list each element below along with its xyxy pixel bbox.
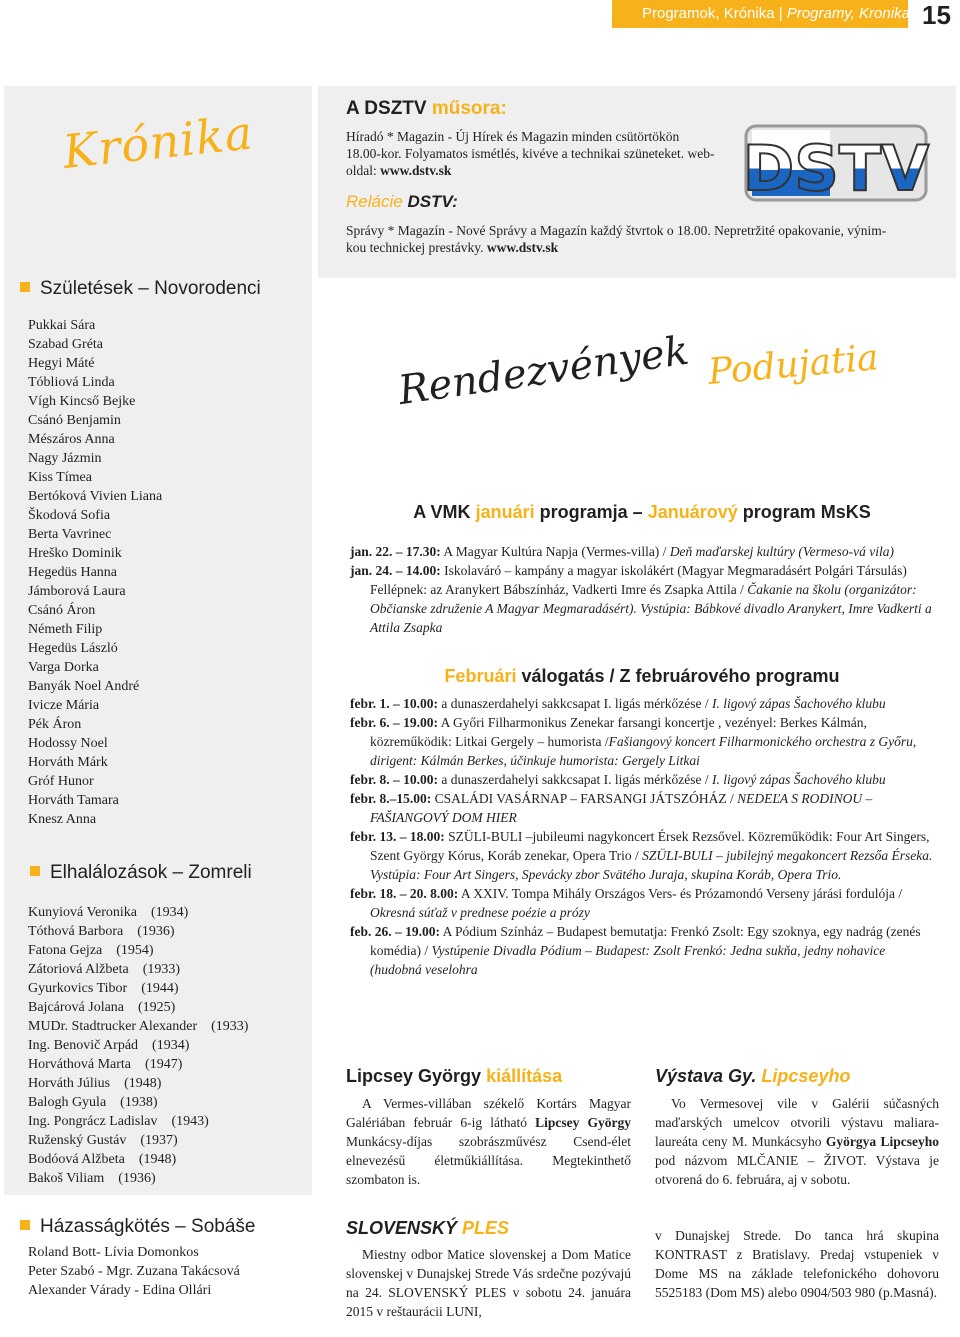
square-bullet-icon [20,282,30,292]
list-item: Hegedüs Hanna [28,565,118,580]
header-section-bar [612,0,908,28]
jan-title-e: program MsKS [742,502,871,522]
program-entry [350,561,938,637]
list-item [28,1093,308,1112]
program-text: SZÜLI-BULI –jubileumi nagykoncert Érsek Rezsővel. Közreműködik: Four Art Singers, Szent György Kórus, Koráb zenekar, Opera Trio / [370,829,930,863]
marriages-list [28,1243,308,1300]
program-text-sk: NEDEĽA S RODINOU – FAŠIANGOVÝ DOM HIER [370,791,873,825]
lipcsey-hu-text [346,1094,631,1189]
death-year: (1934) [151,905,189,920]
header-section-sk: Programy, Kronika [786,5,910,22]
ples-text: Miestny odbor Matice slovenskej a Dom Matice slovenskej v Dunajskej Strede Vás srdečne pozývajú na 24. SLOVENSKÝ PLES v sobotu 24. januára 2015 v reštaurácii LUNI, [346,1247,631,1319]
list-item: Tóbliová Linda [28,375,115,390]
list-item [28,960,308,979]
program-text-sk: Okresná súťaž v prednese poézie a prózy [370,905,590,920]
lipcsey-hu-text-a: A Vermes-villában székelő Kortárs Magyar Galériában február 6-ig látható [346,1096,631,1130]
death-year: (1936) [137,924,175,939]
list-item: Csánó Áron [28,603,96,618]
lipcsey-sk-text [655,1094,939,1189]
jan-title-d: Januárový [647,502,738,522]
header-separator: | [778,5,783,22]
death-year: (1954) [116,943,154,958]
lipcsey-sk-title [655,1066,850,1087]
dstv-hu-line3a: oldal: [346,163,381,178]
list-item: Hreško Dominik [28,546,122,561]
list-item: Szabad Gréta [28,337,104,352]
lipcsey-sk-title-a: Výstava Gy. [655,1066,757,1086]
program-entry [350,694,938,713]
program-text: A XXIV. Tompa Mihály Országos Vers- és Prózamondó Verseny járási fordulója / [458,886,903,901]
program-date: febr. 13. – 18.00: [350,829,445,844]
dstv-sk-website-link[interactable]: www.dstv.sk [486,240,559,255]
list-item [28,1017,308,1036]
program-entry [350,770,938,789]
list-item: Gróf Hunor [28,774,94,789]
program-text: A Pódium Színház – Budapest bemutatja: Frenkó Zsolt: Egy szoknya, egy nadrág (zenés komédia) / [370,924,921,958]
program-date: jan. 24. – 14.00: [350,563,441,578]
lipcsey-hu-title-b: kiállítása [486,1066,563,1086]
marriages-title: Házasságkötés – Sobáše [40,1216,256,1237]
death-year: (1947) [145,1057,183,1072]
program-text: a dunaszerdahelyi sakkcsapat I. ligás mérkőzése / [438,772,713,787]
death-name: Balogh Gyula [28,1095,107,1110]
death-year: (1933) [211,1019,249,1034]
death-name: Ruženský Gustáv [28,1133,127,1148]
list-item [28,1169,308,1188]
lipcsey-hu-title [346,1066,562,1087]
january-heading [346,502,938,523]
program-entry [350,713,938,770]
list-item: Csánó Benjamin [28,413,121,428]
dstv-logo-text: DSTV [742,132,930,205]
lipcsey-hu-text-b: Munkácsy-díjas szobrászművész Csend-élet elnevezésű életműkiállítása. Megtekinthető szombaton is. [346,1134,631,1187]
list-item: Nagy Jázmin [28,451,102,466]
death-year: (1943) [171,1114,209,1129]
ples-title-a: SLOVENSKÝ [346,1218,458,1238]
dstv-logo [740,120,932,206]
death-name: MUDr. Stadtrucker Alexander [28,1019,198,1034]
list-item [28,1150,308,1169]
program-date: feb. 26. – 19.00: [350,924,440,939]
events-banner-hu: Rendezvények [395,327,692,414]
births-heading [20,278,261,300]
program-text-sk: SZÜLI-BULI – jubilejný megakoncert Rezsőa Érseka. Vystúpia: Four Art Singers, Spevácky zbor Svätého Juraja, skupina Koráb, Opera Trio. [370,848,933,882]
list-item: Hodossy Noel [28,736,108,751]
program-date: febr. 6. – 19.00: [350,715,438,730]
january-program-list [350,542,938,637]
dstv-hu-line1: Híradó * Magazin - Új Hírek és Magazin minden csütörtökön [346,129,680,144]
list-item: Banyák Noel André [28,679,140,694]
program-entry [350,789,938,827]
square-bullet-icon [30,866,40,876]
program-text: Iskolaváró – kampány a magyar iskolákért (Magyar Megmaradásért Polgári Társulás) Fellépnek: az Aranykert Bábszínház, Vadkerti Imre és Zsapka Attila / [370,563,907,597]
list-item: Ivicze Mária [28,698,100,713]
ples-title [346,1218,509,1239]
list-item: Hegyi Máté [28,356,95,371]
relacie-title-a: Relácie [346,192,403,211]
list-item [28,1074,308,1093]
deaths-heading [30,862,252,884]
jan-title-a: A VMK [413,502,471,522]
program-date: febr. 1. – 10.00: [350,696,438,711]
lipcsey-hu-title-a: Lipcsey György [346,1066,482,1086]
february-heading [346,666,938,687]
list-item: Knesz Anna [28,812,97,827]
program-text-sk: Deň maďarskej kultúry (Vermeso-vá vila) [669,544,894,559]
february-program-list [350,694,938,979]
births-title: Születések – Novorodenci [40,278,261,299]
death-name: Bodóová Alžbeta [28,1152,125,1167]
list-item: Hegedüs László [28,641,118,656]
death-name: Horváth Július [28,1076,111,1091]
program-text-sk: Fašiangový koncert Filharmonického orchestra z Győru, dirigent: Kálmán Berkes, účinkuje humorista: Gergely Litkai [370,734,917,768]
program-entry [350,922,938,979]
list-item: Bertóková Vivien Liana [28,489,163,504]
death-year: (1933) [142,962,181,977]
death-name: Gyurkovics Tibor [28,981,128,996]
program-entry [350,827,938,884]
list-item: Peter Szabó - Mgr. Zuzana Takácsová [28,1264,240,1279]
list-item: Németh Filip [28,622,103,637]
program-text-sk: Čakanie na školu (organizátor: Občianske združenie A Magyar Megmaradásért). Vystúpia: Bábkové divadlo Aranykert, Imre Vadkerti a Attila Zsapka [370,582,932,635]
list-item: Horváth Márk [28,755,108,770]
jan-title-c: programja – [539,502,643,522]
death-name: Bakoš Viliam [28,1171,105,1186]
program-text: a dunaszerdahelyi sakkcsapat I. ligás mérkőzése / [438,696,713,711]
list-item: Berta Vavrinec [28,527,112,542]
death-name: Ing. Pongrácz Ladislav [28,1114,158,1129]
list-item [28,903,308,922]
ples-title-b: PLES [462,1218,510,1238]
feb-title-a: Februári [444,666,517,686]
death-name: Fatona Gejza [28,943,103,958]
list-item: Kiss Tímea [28,470,92,485]
list-item [28,1055,308,1074]
program-text-sk: I. ligový zápas Šachového klubu [712,772,886,787]
list-item: Vígh Kincső Bejke [28,394,136,409]
events-banner-sk: Podujatia [706,337,881,393]
death-name: Tóthová Barbora [28,924,124,939]
marriages-heading [20,1216,255,1238]
death-name: Kunyiová Veronika [28,905,137,920]
program-date: febr. 18. – 20. 8.00: [350,886,459,901]
list-item: Škodová Sofia [28,508,111,523]
death-year: (1934) [152,1038,190,1053]
lipcsey-sk-text-a: Vo Vermesovej vile v Galérii súčasných maďarských umelcov otvorili výstavu maliara-laureáta ceny M. Munkácsyho [655,1096,939,1149]
list-item: Roland Bott- Lívia Domonkos [28,1245,199,1260]
program-date: febr. 8. – 10.00: [350,772,438,787]
death-year: (1948) [124,1076,162,1091]
death-year: (1936) [118,1171,156,1186]
program-date: febr. 8.–15.00: [350,791,432,806]
death-name: Bajcárová Jolana [28,1000,125,1015]
header-section-hu: Programok, Krónika [642,5,775,22]
feb-title-b: válogatás / Z februárového programu [521,666,840,686]
lipcsey-sk-text-bold: Györgya Lipcseyho [825,1134,939,1149]
list-item [28,998,308,1017]
dstv-sk-line1: Správy * Magazín - Nové Správy a Magazín každý štvrtok o 18.00. Nepretržité opakovanie, výnim- [346,223,887,238]
dstv-title [346,98,507,120]
list-item [28,941,308,960]
deaths-title: Elhalálozások – Zomreli [50,862,252,883]
program-entry [350,884,938,922]
ples-text-continued: v Dunajskej Strede. Do tanca hrá skupina KONTRAST z Bratislavy. Predaj vstupeniek v Dome MS na základe telefonického dohovoru 5525183 (Dom MS) alebo 0904/503 980 (p.Masná). [655,1228,939,1300]
program-date: jan. 22. – 17.30: [350,544,441,559]
program-text: CSALÁDI VASÁRNAP – FARSANGI JÁTSZÓHÁZ / [431,791,738,806]
death-year: (1948) [138,1152,177,1167]
program-text-sk: I. ligový zápas Šachového klubu [712,696,886,711]
list-item: Alexander Várady - Edina Ollári [28,1283,212,1298]
list-item [28,979,308,998]
list-item: Pukkai Sára [28,318,96,333]
page-number: 15 [922,0,951,30]
program-text: A Győri Filharmonikus Zenekar farsangi koncertje , vezényel: Berkes Kálmán, közreműködik: Litkai Gergely – humorista / [370,715,867,749]
death-name: Ing. Benovič Arpád [28,1038,139,1053]
lipcsey-sk-text-b: pod názvom MLČANIE – ŽIVOT. Výstava je otvorená do 6. februára, aj v sobotu. [655,1153,939,1187]
kronika-title: Krónika [60,105,256,179]
lipcsey-sk-title-b: Lipcseyho [761,1066,851,1086]
jan-title-b: januári [475,502,535,522]
list-item: Horváth Tamara [28,793,119,808]
deaths-list [28,903,308,1188]
lipcsey-hu-text-bold: Lipcsey György [535,1115,631,1130]
program-text: A Magyar Kultúra Napja (Vermes-villa) / [440,544,670,559]
list-item: Mészáros Anna [28,432,115,447]
dstv-title-a: A DSZTV [346,98,427,119]
list-item [28,1036,308,1055]
births-list [28,316,288,829]
death-name: Horváthová Marta [28,1057,132,1072]
dstv-sk-text [346,222,946,256]
relacie-title-b: DSTV: [407,192,458,211]
dstv-sk-line2a: kou technickej prestávky. [346,240,487,255]
death-year: (1938) [120,1095,158,1110]
list-item: Jámborová Laura [28,584,126,599]
death-year: (1925) [138,1000,176,1015]
dstv-title-b: műsora: [431,98,507,119]
dstv-website-link[interactable]: www.dstv.sk [380,163,452,178]
program-text-sk: Vystúpenie Divadla Pódium – Budapest: Zsolt Frenkó: Jedna sukňa, jedny nohavice (hudobná veselohra [370,943,886,977]
program-entry [350,542,938,561]
death-name: Zátoriová Alžbeta [28,962,129,977]
list-item: Varga Dorka [28,660,99,675]
list-item: Pék Áron [28,717,82,732]
list-item [28,1131,308,1150]
list-item [28,1112,308,1131]
list-item [28,922,308,941]
relacie-title [346,192,458,212]
death-year: (1944) [141,981,179,996]
square-bullet-icon [20,1220,30,1230]
death-year: (1937) [140,1133,178,1148]
dstv-hu-text [346,128,746,179]
dstv-hu-line2: 18.00-kor. Folyamatos ismétlés, kivéve a technikai szüneteket. web- [346,146,715,161]
